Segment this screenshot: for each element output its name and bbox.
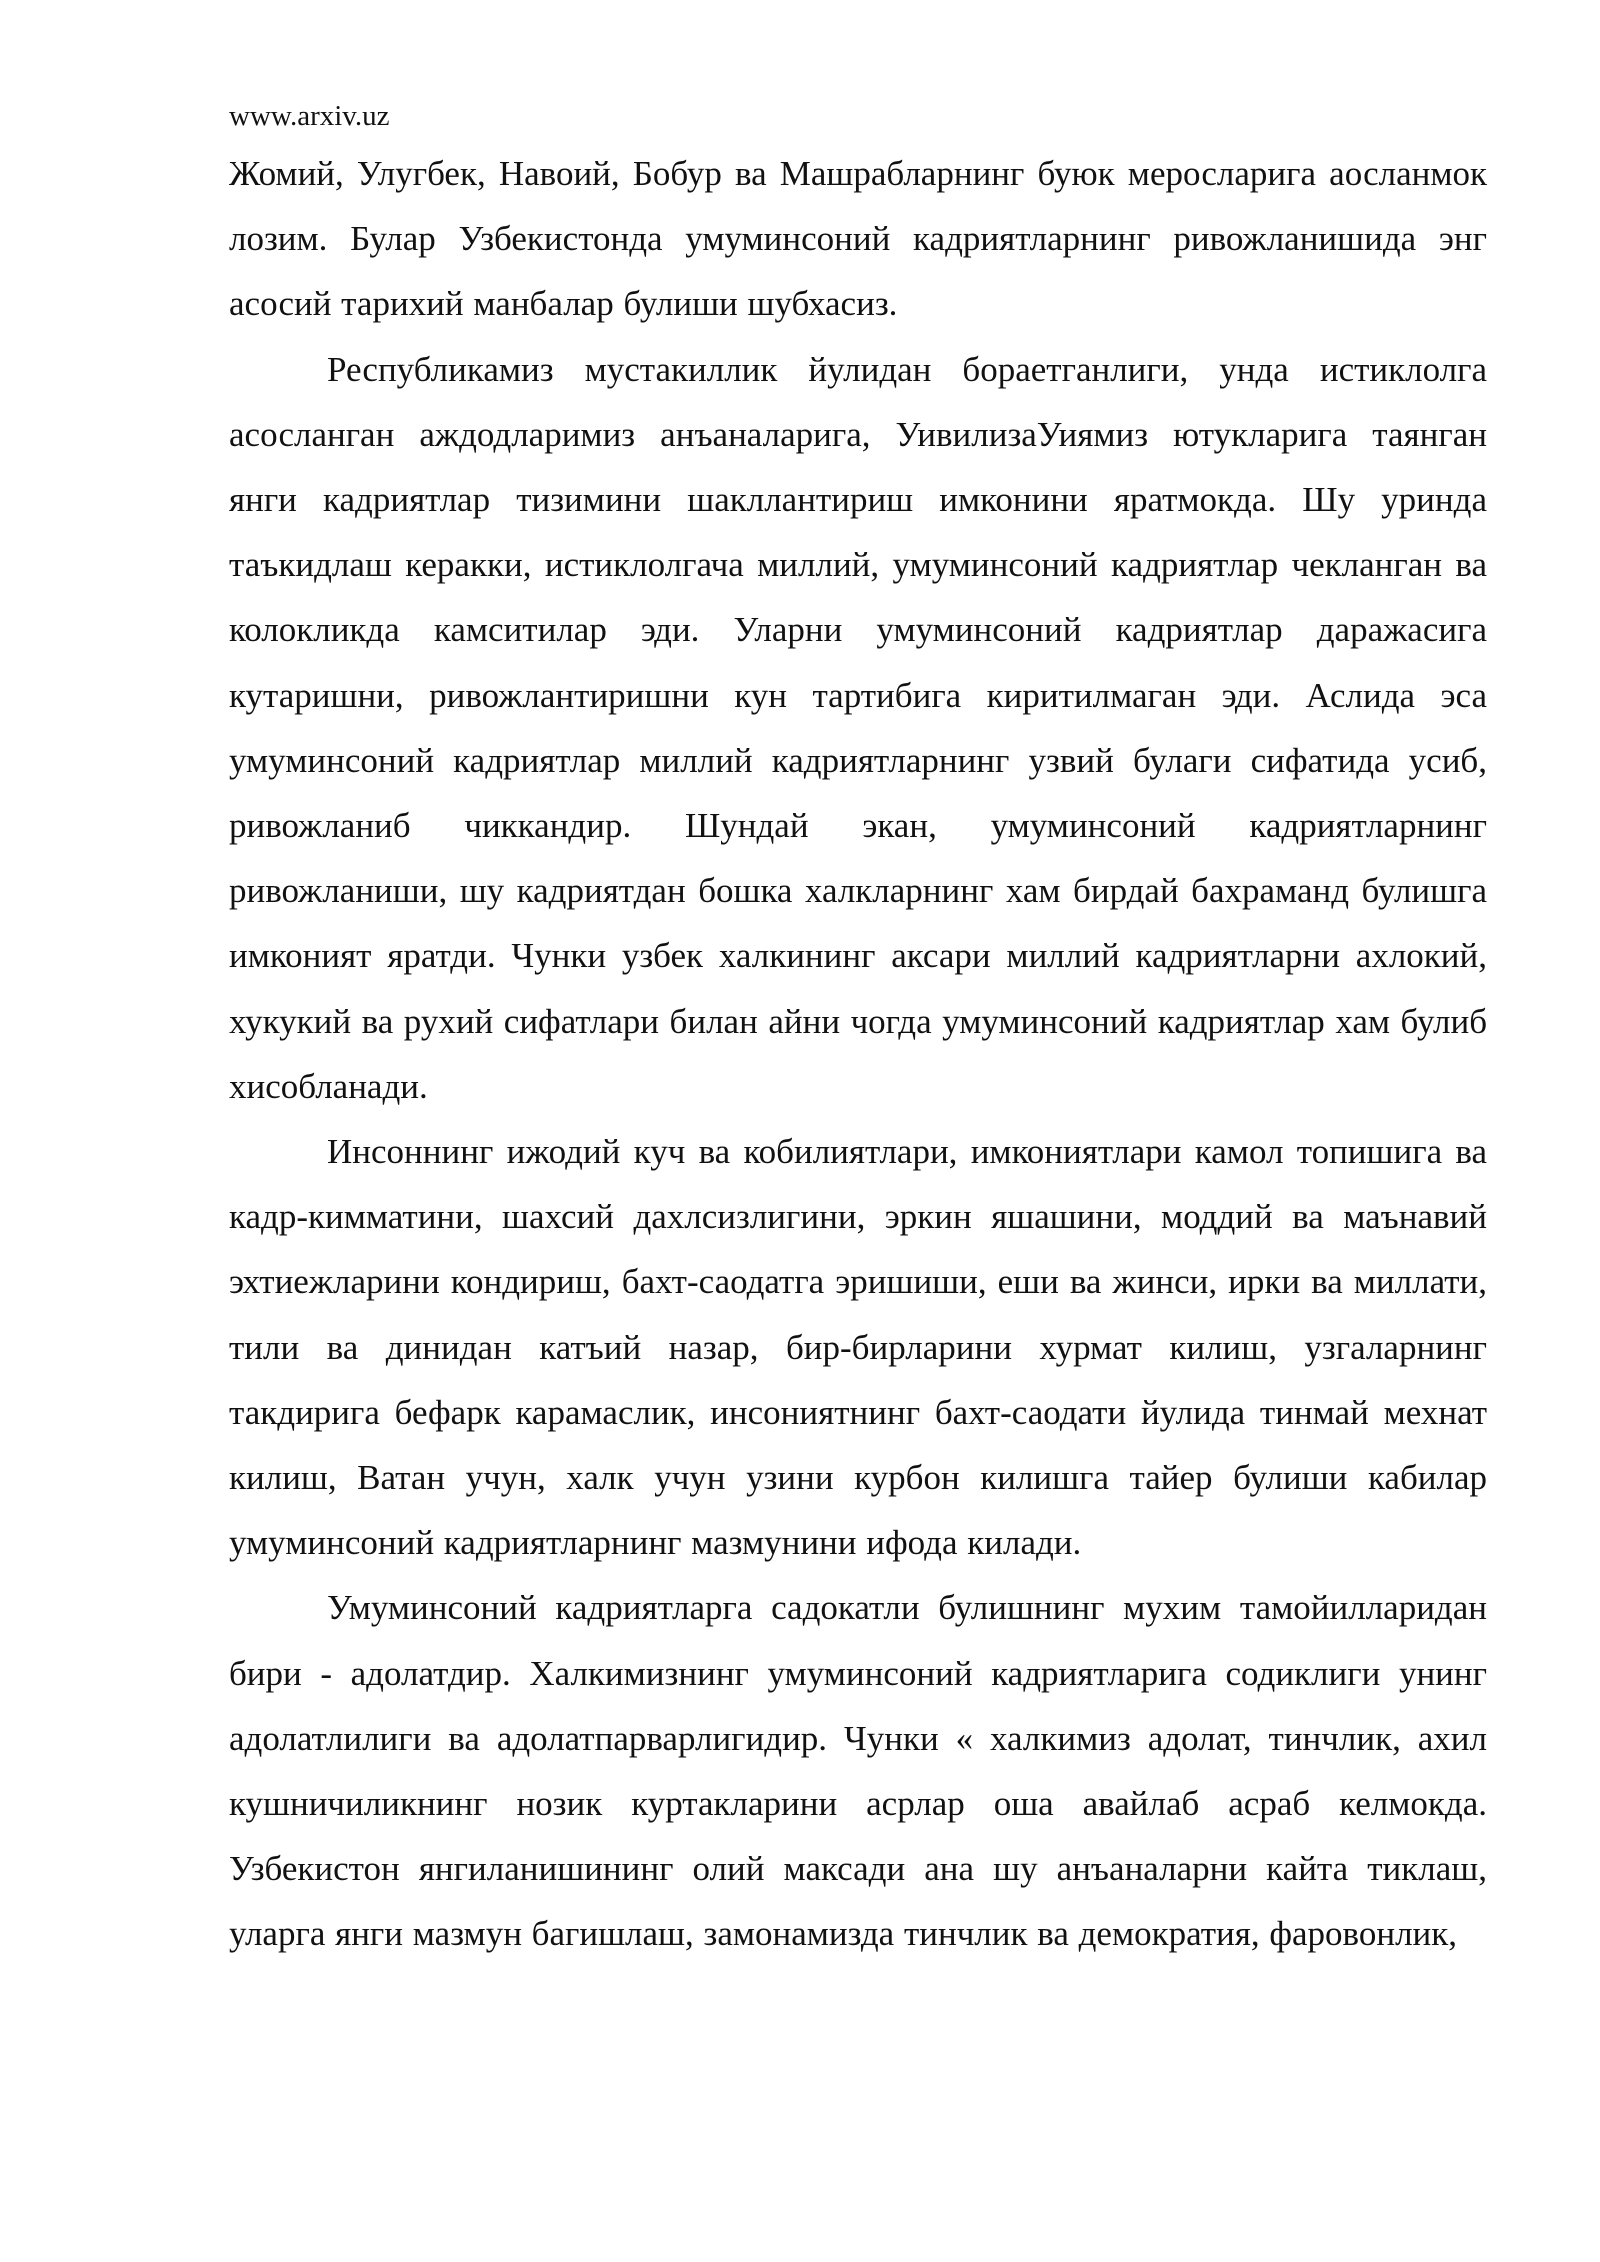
site-url-header: www.arxiv.uz	[229, 100, 390, 132]
document-body	[229, 141, 1487, 1967]
paragraph-heritage: Жомий, Улугбек, Навоий, Бобур ва Машрабларнинг буюк меросларига аосланмок лозим. Булар Узбекистонда умуминсоний кадриятларнинг ривожланишида энг асосий тарихий манбалар булиши шубхасиз.	[229, 154, 1487, 324]
paragraph-justice-principle: Умуминсоний кадриятларга садокатли булишнинг мухим тамойилларидан бири - адолатдир. Халкимизнинг умуминсоний кадриятларига содиклиги унинг адолатлилиги ва адолатпарварлигидир. Чунки « халкимиз адолат, тинчлик, ахил кушничиликнинг нозик куртакларини асрлар оша авайлаб асраб келмокда. Узбекистон янгиланишининг олий максади ана шу анъаналарни кайта тиклаш, уларга янги мазмун багишлаш, замонамизда тинчлик ва демократия, фаровонлик,	[229, 1588, 1487, 1954]
paragraph-human-abilities: Инсоннинг ижодий куч ва кобилиятлари, имкониятлари камол топишига ва кадр-кимматини, шахсий дахлсизлигини, эркин яшашини, моддий ва маънавий эхтиежларини кондириш, бахт-саодатга эришиши, еши ва жинси, ирки ва миллати, тили ва динидан катъий назар, бир-бирларини хурмат килиш, узгаларнинг такдирига бефарк карамаслик, инсониятнинг бахт-саодати йулида тинмай мехнат килиш, Ватан учун, халк учун узини курбон килишга тайер булиши кабилар умуминсоний кадриятларнинг мазмунини ифода килади.	[229, 1132, 1487, 1563]
paragraph-new-values-system: Республикамиз мустакиллик йулидан бораетганлиги, унда истиклолга асосланган аждодларимиз анъаналарига, УивилизаУиямиз ютукларига таянган янги кадриятлар тизимини шакллантириш имконини яратмокда. Шу уринда таъкидлаш керакки, истиклолгача миллий, умуминсоний кадриятлар чекланган ва колокликда камситилар эди. Уларни умуминсоний кадриятлар даражасига кутаришни, ривожлантиришни кун тартибига киритилмаган эди. Аслида эса умуминсоний кадриятлар миллий кадриятларнинг узвий булаги сифатида усиб, ривожланиб чиккандир. Шундай экан, умуминсоний кадриятларнинг ривожланиши, шу кадриятдан бошка халкларнинг хам бирдай бахраманд булишга имконият яратди. Чунки узбек халкининг аксари миллий кадриятларни ахлокий, хукукий ва рухий сифатлари билан айни чогда умуминсоний кадриятлар хам булиб хисобланади.	[229, 349, 1487, 1106]
